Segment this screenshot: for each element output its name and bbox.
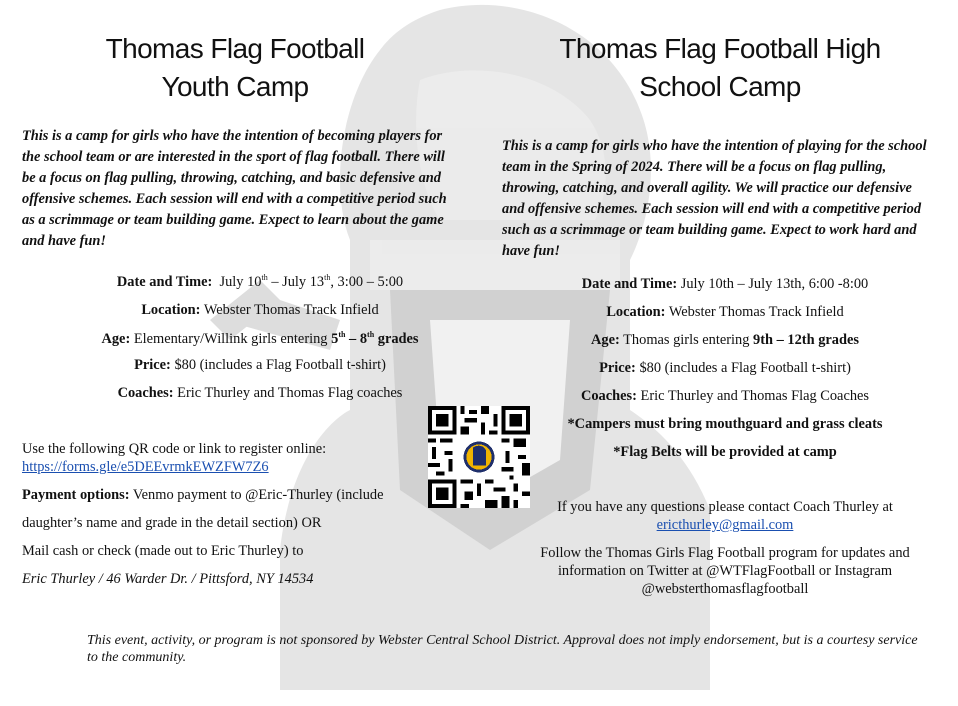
hs-price-value: $80 (includes a Flag Football t-shirt) (639, 360, 851, 376)
youth-age (20, 330, 500, 348)
hs-intro-paragraph: This is a camp for girls who have the intention of playing for the school team in the Spring of 2024. There will be a focus on flag pulling, throwing, catching, and overall agility. We will practice our defensive and offensive schemes. Each session will end with a competitive period such as a scrimmage or team building game. Expect to work hard and have fun! (502, 138, 927, 259)
youth-coaches-value: Eric Thurley and Thomas Flag coaches (177, 385, 403, 401)
youth-price-label: Price: (134, 357, 171, 373)
payment-line3: Mail cash or check (made out to Eric Thurley) to (22, 543, 304, 559)
hs-date-time (502, 276, 948, 293)
hs-title-line1: Thomas Flag Football High (559, 33, 881, 64)
hs-coaches-label: Coaches: (580, 388, 637, 404)
footer-disclaimer: This event, activity, or program is not sponsored by Webster Central School District. Approval does not imply endorsement, but is a courtesy service to the community. (87, 633, 918, 665)
hs-camp-title (520, 30, 920, 106)
hs-age-label: Age: (591, 332, 620, 348)
mailing-address: Eric Thurley / 46 Warder Dr. / Pittsford, NY 14534 (22, 571, 314, 587)
youth-age-th2: th (367, 330, 375, 339)
payment-options (22, 487, 384, 504)
youth-date-mid: – July 13 (267, 273, 325, 290)
payment-label: Payment options: (22, 487, 130, 503)
youth-age-dash: – 8 (345, 330, 368, 347)
youth-date-th1: th (261, 273, 268, 282)
hs-note-flag-belts: *Flag Belts will be provided at camp (613, 444, 837, 460)
youth-date-label: Date and Time: (116, 273, 213, 290)
youth-location (20, 302, 500, 319)
payment-text: Venmo payment to @Eric-Thurley (include (132, 487, 384, 503)
hs-age-text: Thomas girls entering (623, 332, 754, 348)
hs-location (502, 304, 948, 321)
contact-text: If you have any questions please contact Coach Thurley at (557, 499, 893, 515)
youth-title-line1: Thomas Flag Football (105, 33, 365, 64)
youth-age-grades: grades (374, 330, 419, 347)
hs-date-value: July 10th – July 13th, 6:00 -8:00 (680, 276, 869, 292)
youth-age-th1: th (338, 330, 346, 339)
youth-date-time (20, 273, 500, 291)
hs-price-label: Price: (599, 360, 636, 376)
youth-intro-paragraph: This is a camp for girls who have the intention of becoming players for the school team or are interested in the sport of flag football. There will be a focus on flag pulling, throwing, catching, and basic defensive and offensive schemes. Each session will end with a competitive period such as a scrimmage or team building game. Expect to learn about the game and have fun! (22, 128, 447, 249)
youth-location-value: Webster Thomas Track Infield (203, 302, 379, 318)
hs-price (502, 360, 948, 377)
register-text: Use the following QR code or link to register online: (22, 441, 327, 457)
contact-email-wrap (502, 517, 948, 534)
contact-email-link[interactable]: ericthurley@gmail.com (656, 517, 794, 533)
youth-location-label: Location: (141, 302, 201, 318)
youth-price-value: $80 (includes a Flag Football t-shirt) (174, 357, 386, 373)
payment-line2: daughter’s name and grade in the detail section) OR (22, 515, 322, 531)
hs-location-value: Webster Thomas Track Infield (668, 304, 844, 320)
hs-date-label: Date and Time: (581, 276, 678, 292)
youth-date-pre: July 10 (219, 273, 262, 290)
hs-coaches-value: Eric Thurley and Thomas Flag Coaches (640, 388, 870, 404)
youth-age-text: Elementary/Willink girls entering (133, 330, 332, 347)
follow-line3: @websterthomasflagfootball (641, 581, 809, 597)
hs-age-grades: 9th – 12th grades (753, 332, 859, 348)
hs-title-line2: School Camp (639, 71, 801, 102)
youth-coaches (20, 385, 500, 402)
hs-coaches (502, 388, 948, 405)
youth-date-post: , 3:00 – 5:00 (330, 273, 404, 290)
youth-age-label: Age: (101, 330, 131, 347)
hs-age (502, 332, 948, 349)
follow-line2: information on Twitter at @WTFlagFootball or Instagram (557, 563, 893, 579)
youth-price (20, 357, 500, 374)
youth-age-grade-a: 5 (331, 330, 339, 347)
register-link[interactable]: https://forms.gle/e5DEEvrmkEWZFW7Z6 (22, 459, 269, 475)
hs-note-mouthguard: *Campers must bring mouthguard and grass cleats (567, 416, 883, 432)
youth-date-th2: th (324, 273, 331, 282)
youth-title-line2: Youth Camp (161, 71, 309, 102)
youth-coaches-label: Coaches: (117, 385, 174, 401)
youth-camp-title (40, 30, 430, 106)
follow-line1: Follow the Thomas Girls Flag Football program for updates and (540, 545, 910, 561)
hs-location-label: Location: (606, 304, 666, 320)
